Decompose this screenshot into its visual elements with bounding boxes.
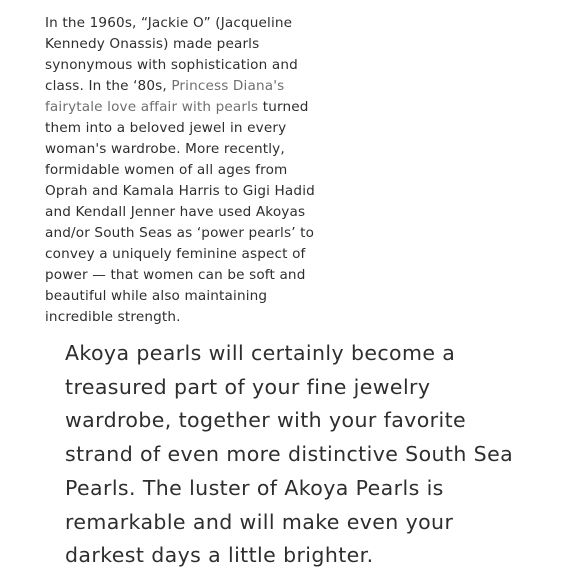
history-text-end: turned them into a beloved jewel in every woman's wardrobe. More recently, formidable women of all ages from Oprah and Kamala Harris to Gigi Hadid and Kendall Jenner have used Akoyas and/or South Seas as ‘power pearls’ to convey a uniquely feminine aspect of power — that women can be soft and beautiful while also maintaining incredible strength. (45, 99, 315, 325)
princess-diana-highlight: Princess Diana's fairytale love affair with pearls (45, 78, 285, 115)
history-text-start: In the 1960s, “Jackie O” (Jacqueline Kennedy Onassis) made pearls synonymous with sophistication and class. In the ‘80s, (45, 15, 298, 94)
history-paragraph (45, 13, 317, 328)
akoya-pearls-paragraph: Akoya pearls will certainly become a treasured part of your fine jewelry wardrobe, together with your favorite strand of even more distinctive South Sea Pearls. The luster of Akoya Pearls is remarkable and will make even your darkest days a little brighter. (65, 341, 514, 568)
